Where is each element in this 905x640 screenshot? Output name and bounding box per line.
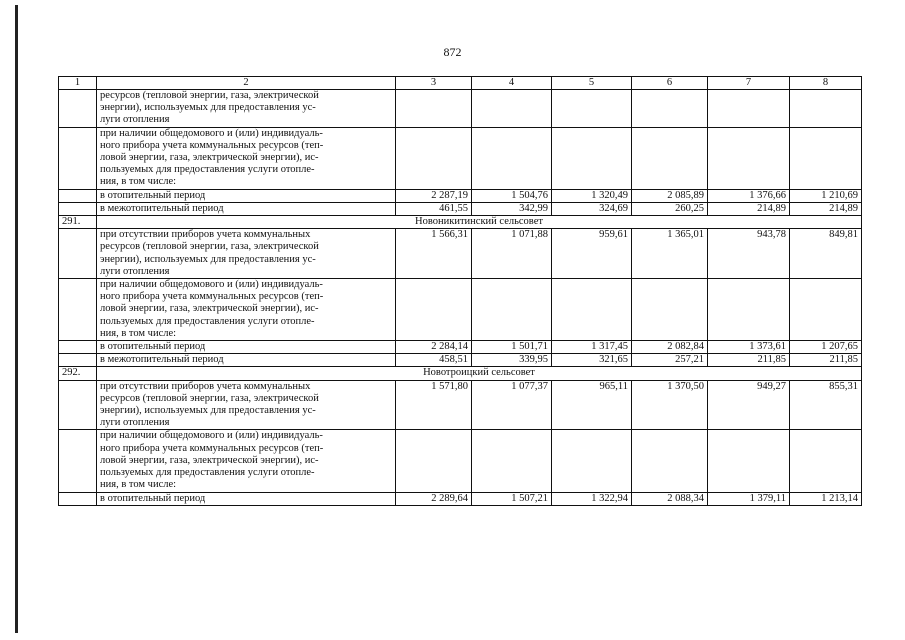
table-row (59, 492, 862, 505)
value-col-5: 1 320,49 (552, 189, 632, 202)
row-number (59, 90, 97, 128)
value-col-4: 339,95 (472, 354, 552, 367)
tariff-table (58, 76, 862, 506)
table-row (59, 354, 862, 367)
row-number (59, 127, 97, 189)
column-header-6: 6 (632, 77, 708, 90)
value-col-5: 321,65 (552, 354, 632, 367)
value-col-6: 2 085,89 (632, 189, 708, 202)
value-col-8 (790, 430, 862, 492)
value-col-7 (708, 279, 790, 341)
value-col-3: 461,55 (396, 202, 472, 215)
row-number (59, 279, 97, 341)
table-row (59, 90, 862, 128)
table-row (59, 380, 862, 430)
value-col-8: 1 210,69 (790, 189, 862, 202)
value-col-6 (632, 279, 708, 341)
value-col-7: 949,27 (708, 380, 790, 430)
section-title: Новоникитинский сельсовет (97, 216, 862, 229)
table-row (59, 189, 862, 202)
row-description: в отопительный период (97, 189, 396, 202)
value-col-5: 959,61 (552, 229, 632, 279)
row-description: в отопительный период (97, 341, 396, 354)
value-col-8: 214,89 (790, 202, 862, 215)
value-col-4: 1 507,21 (472, 492, 552, 505)
value-col-5: 965,11 (552, 380, 632, 430)
section-number: 291. (59, 216, 97, 229)
value-col-7 (708, 430, 790, 492)
value-col-6 (632, 127, 708, 189)
section-row (59, 367, 862, 380)
row-number (59, 380, 97, 430)
table-row (59, 279, 862, 341)
value-col-3: 1 566,31 (396, 229, 472, 279)
column-header-7: 7 (708, 77, 790, 90)
value-col-4: 1 501,71 (472, 341, 552, 354)
value-col-3 (396, 90, 472, 128)
table-row (59, 229, 862, 279)
table-row (59, 430, 862, 492)
value-col-6: 1 370,50 (632, 380, 708, 430)
value-col-3 (396, 127, 472, 189)
value-col-5 (552, 90, 632, 128)
row-description: ресурсов (тепловой энергии, газа, электрической энергии), используемых для предоставления ус- луги отопления (97, 90, 396, 128)
value-col-8 (790, 279, 862, 341)
value-col-8: 211,85 (790, 354, 862, 367)
table-row (59, 127, 862, 189)
value-col-5 (552, 430, 632, 492)
value-col-3: 2 284,14 (396, 341, 472, 354)
value-col-6 (632, 430, 708, 492)
row-description: в межотопительный период (97, 354, 396, 367)
row-description: при отсутствии приборов учета коммунальных ресурсов (тепловой энергии, газа, электрической энергии), используемых для предоставления ус- луги отопления (97, 229, 396, 279)
value-col-7: 1 379,11 (708, 492, 790, 505)
row-number (59, 202, 97, 215)
value-col-4 (472, 90, 552, 128)
value-col-4: 342,99 (472, 202, 552, 215)
row-number (59, 430, 97, 492)
row-number (59, 189, 97, 202)
row-description: при наличии общедомового и (или) индивидуаль- ного прибора учета коммунальных ресурсов (теп- ловой энергии, газа, электрической энергии), ис- пользуемых для предоставления услуги отопле- ния, в том числе: (97, 279, 396, 341)
value-col-5 (552, 279, 632, 341)
table-header-row (59, 77, 862, 90)
value-col-4: 1 071,88 (472, 229, 552, 279)
section-row (59, 216, 862, 229)
value-col-4: 1 077,37 (472, 380, 552, 430)
row-number (59, 492, 97, 505)
value-col-6: 260,25 (632, 202, 708, 215)
value-col-5: 1 322,94 (552, 492, 632, 505)
value-col-8: 1 207,65 (790, 341, 862, 354)
column-header-2: 2 (97, 77, 396, 90)
value-col-8 (790, 127, 862, 189)
value-col-3 (396, 279, 472, 341)
value-col-4 (472, 279, 552, 341)
value-col-4: 1 504,76 (472, 189, 552, 202)
value-col-8: 855,31 (790, 380, 862, 430)
row-description: при наличии общедомового и (или) индивидуаль- ного прибора учета коммунальных ресурсов (теп- ловой энергии, газа, электрической энергии), ис- пользуемых для предоставления услуги отопле- ния, в том числе: (97, 127, 396, 189)
value-col-8 (790, 90, 862, 128)
value-col-7: 1 376,66 (708, 189, 790, 202)
value-col-8: 1 213,14 (790, 492, 862, 505)
value-col-7 (708, 90, 790, 128)
value-col-5 (552, 127, 632, 189)
row-description: при отсутствии приборов учета коммунальных ресурсов (тепловой энергии, газа, электрической энергии), используемых для предоставления ус- луги отопления (97, 380, 396, 430)
column-header-1: 1 (59, 77, 97, 90)
value-col-8: 849,81 (790, 229, 862, 279)
value-col-3: 2 289,64 (396, 492, 472, 505)
value-col-5: 324,69 (552, 202, 632, 215)
value-col-7: 211,85 (708, 354, 790, 367)
value-col-6: 2 088,34 (632, 492, 708, 505)
row-description: в отопительный период (97, 492, 396, 505)
row-number (59, 229, 97, 279)
value-col-6 (632, 90, 708, 128)
row-description: при наличии общедомового и (или) индивидуаль- ного прибора учета коммунальных ресурсов (теп- ловой энергии, газа, электрической энергии), ис- пользуемых для предоставления услуги отопле- ния, в том числе: (97, 430, 396, 492)
value-col-3: 2 287,19 (396, 189, 472, 202)
value-col-4 (472, 430, 552, 492)
value-col-3: 458,51 (396, 354, 472, 367)
value-col-6: 2 082,84 (632, 341, 708, 354)
value-col-7: 943,78 (708, 229, 790, 279)
table-row (59, 341, 862, 354)
column-header-5: 5 (552, 77, 632, 90)
scan-left-edge (15, 5, 18, 633)
table-body (59, 77, 862, 506)
value-col-7 (708, 127, 790, 189)
column-header-3: 3 (396, 77, 472, 90)
section-number: 292. (59, 367, 97, 380)
value-col-7: 214,89 (708, 202, 790, 215)
value-col-6: 1 365,01 (632, 229, 708, 279)
column-header-4: 4 (472, 77, 552, 90)
value-col-7: 1 373,61 (708, 341, 790, 354)
column-header-8: 8 (790, 77, 862, 90)
section-title: Новотроицкий сельсовет (97, 367, 862, 380)
row-number (59, 341, 97, 354)
value-col-4 (472, 127, 552, 189)
page-number: 872 (443, 45, 462, 59)
value-col-3: 1 571,80 (396, 380, 472, 430)
value-col-5: 1 317,45 (552, 341, 632, 354)
row-description: в межотопительный период (97, 202, 396, 215)
value-col-3 (396, 430, 472, 492)
row-number (59, 354, 97, 367)
table-row (59, 202, 862, 215)
value-col-6: 257,21 (632, 354, 708, 367)
